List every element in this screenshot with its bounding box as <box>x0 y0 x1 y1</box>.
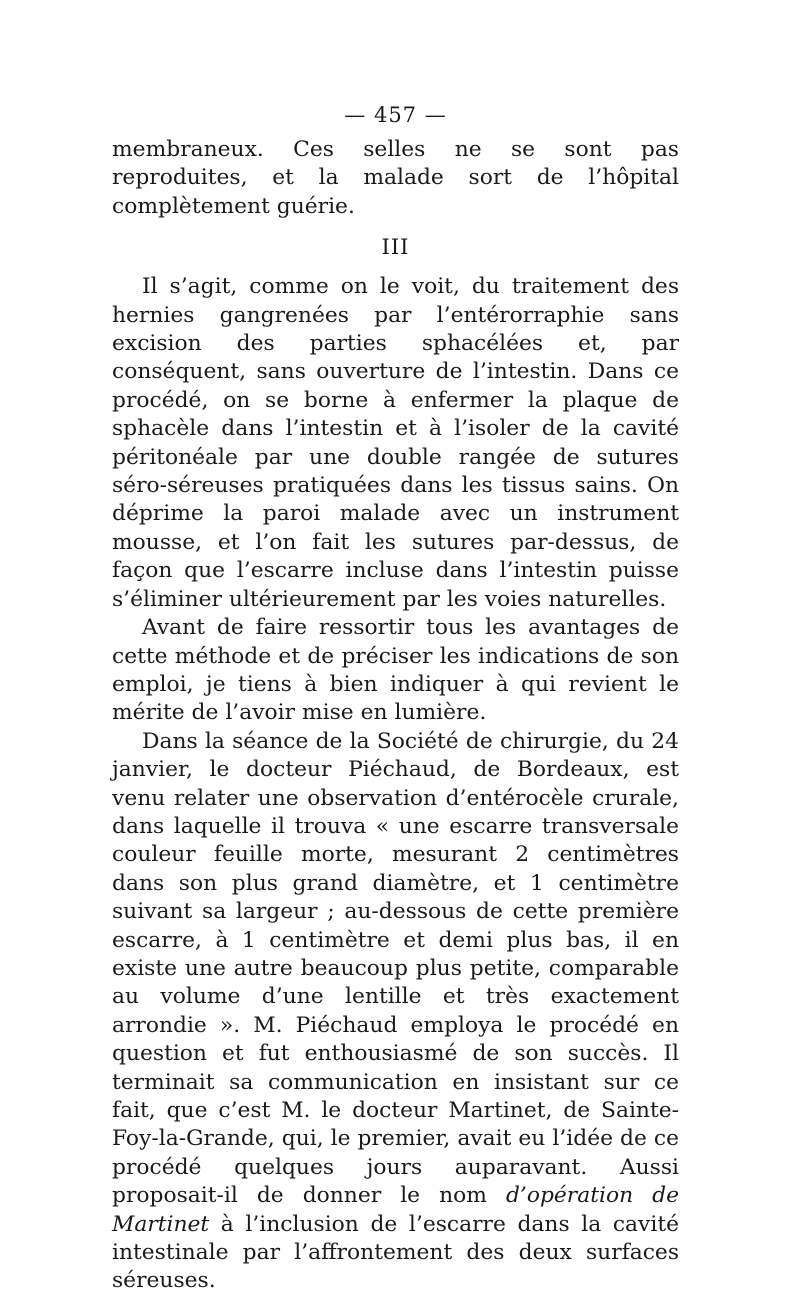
paragraph-text-before-italic: Dans la séance de la Société de chirurgie, du 24 janvier, le docteur Piéchaud, de Bordeaux, est venu relater une observation d’entérocèle crurale, dans laquelle il trouva « une escarre transversale couleur feuille morte, mesurant 2 centimètres dans son plus grand diamètre, et 1 centimètre suivant sa largeur ; au-dessous de cette première escarre, à 1 centimètre et demi plus bas, il en existe une autre beaucoup plus petite, comparable au volume d’une lentille et très exactement arrondie ». M. Piéchaud employa le procédé en question et fut enthousiasmé de son succès. Il terminait sa communication en insistant sur ce fait, que c’est M. le docteur Martinet, de Sainte-Foy-la-Grande, qui, le premier, avait eu l’idée de ce procédé quelques jours auparavant. Aussi proposait-il de donner le nom <box>112 728 679 1209</box>
book-page <box>112 100 679 1296</box>
paragraph-continuation: membraneux. Ces selles ne se sont pas reproduites, et la malade sort de l’hôpital complètement guérie. <box>112 137 679 219</box>
paragraph-piechaud-observation <box>112 728 679 1296</box>
operation-name-italic: d’opération de Martinet <box>112 1183 679 1237</box>
page-number: — 457 — <box>344 103 447 127</box>
paragraph-text-after-italic: à l’inclusion de l’escarre dans la cavité intestinale par l’affrontement des deux surfaces séreuses. <box>112 1211 679 1294</box>
paragraph-enterorraphy: Il s’agit, comme on le voit, du traitement des hernies gangrenées par l’entérorraphie sans excision des parties sphacélées et, par conséquent, sans ouverture de l’intestin. Dans ce procédé, on se borne à enfermer la plaque de sphacèle dans l’intestin et à l’isoler de la cavité péritonéale par une double rangée de sutures séro-séreuses pratiquées dans les tissus sains. On déprime la paroi malade avec un instrument mousse, et l’on fait les sutures par-dessus, de façon que l’escarre incluse dans l’intestin puisse s’éliminer ultérieurement par les voies naturelles. <box>112 274 679 612</box>
section-heading: III <box>381 235 410 260</box>
paragraph-method-credit: Avant de faire ressortir tous les avantages de cette méthode et de préciser les indications de son emploi, je tiens à bien indiquer à qui revient le mérite de l’avoir mise en lumière. <box>112 615 679 726</box>
